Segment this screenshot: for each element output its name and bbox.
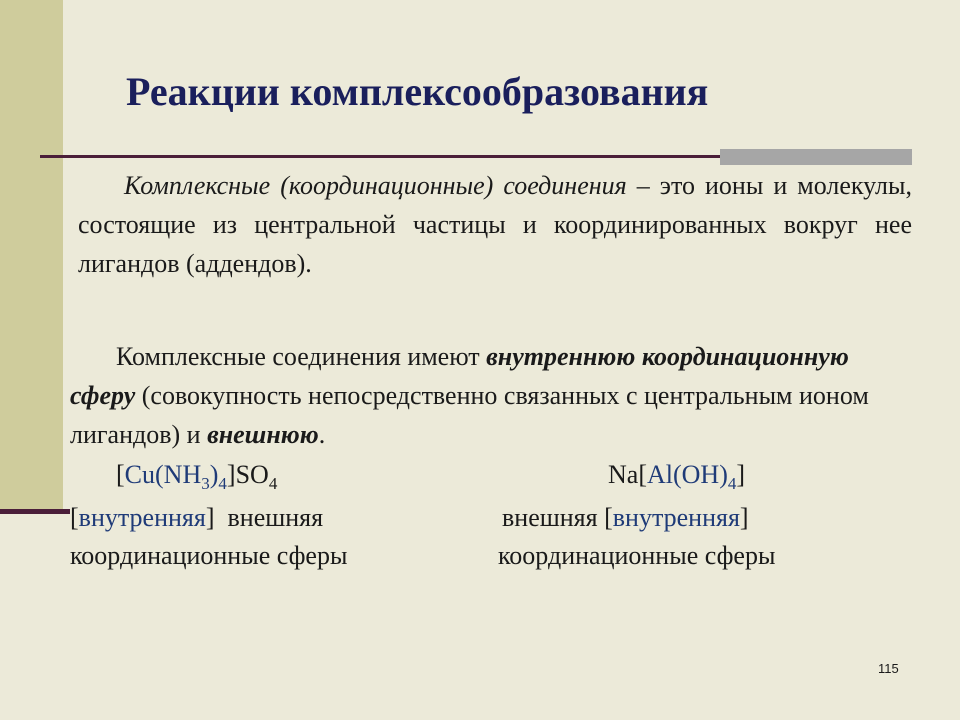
inner-sphere-term: внутреннюю координационную сферу [70, 342, 849, 410]
spheres-paragraph [70, 337, 870, 454]
decor-gray-bar [720, 149, 912, 165]
labels-aluminum-line1: внешняя [внутренняя] [502, 503, 749, 532]
labels-copper-line1: [внутренняя] внешняя [70, 503, 324, 532]
outer-sphere-term: внешнюю [207, 420, 319, 449]
spheres-end: . [318, 420, 326, 449]
spheres-explanation: (совокупность непосредственно связанных с центральным ионом лигандов) и [70, 381, 869, 449]
page-number: 115 [878, 661, 899, 676]
labels-aluminum-line2: координационные сферы [498, 541, 776, 570]
definition-paragraph [78, 166, 912, 283]
slide-title: Реакции комплексообразования [126, 69, 709, 114]
left-decor-rule [0, 509, 70, 514]
formula-copper-complex: $[Cu(NH_3)_4]SO_4$ [116, 460, 278, 493]
definition-term: Комплексные (координационные) соединения [124, 171, 627, 200]
left-decor-band [0, 0, 63, 513]
formula-aluminum-complex: $Na[Al(OH)_4]$ [608, 460, 746, 493]
labels-copper-line2: координационные сферы [70, 541, 348, 570]
spheres-intro: Комплексные соединения имеют [116, 342, 487, 371]
definition-text: – это ионы и молекулы, состоящие из центральной частицы и координированных вокруг нее лигандов (аддендов). [78, 171, 912, 278]
